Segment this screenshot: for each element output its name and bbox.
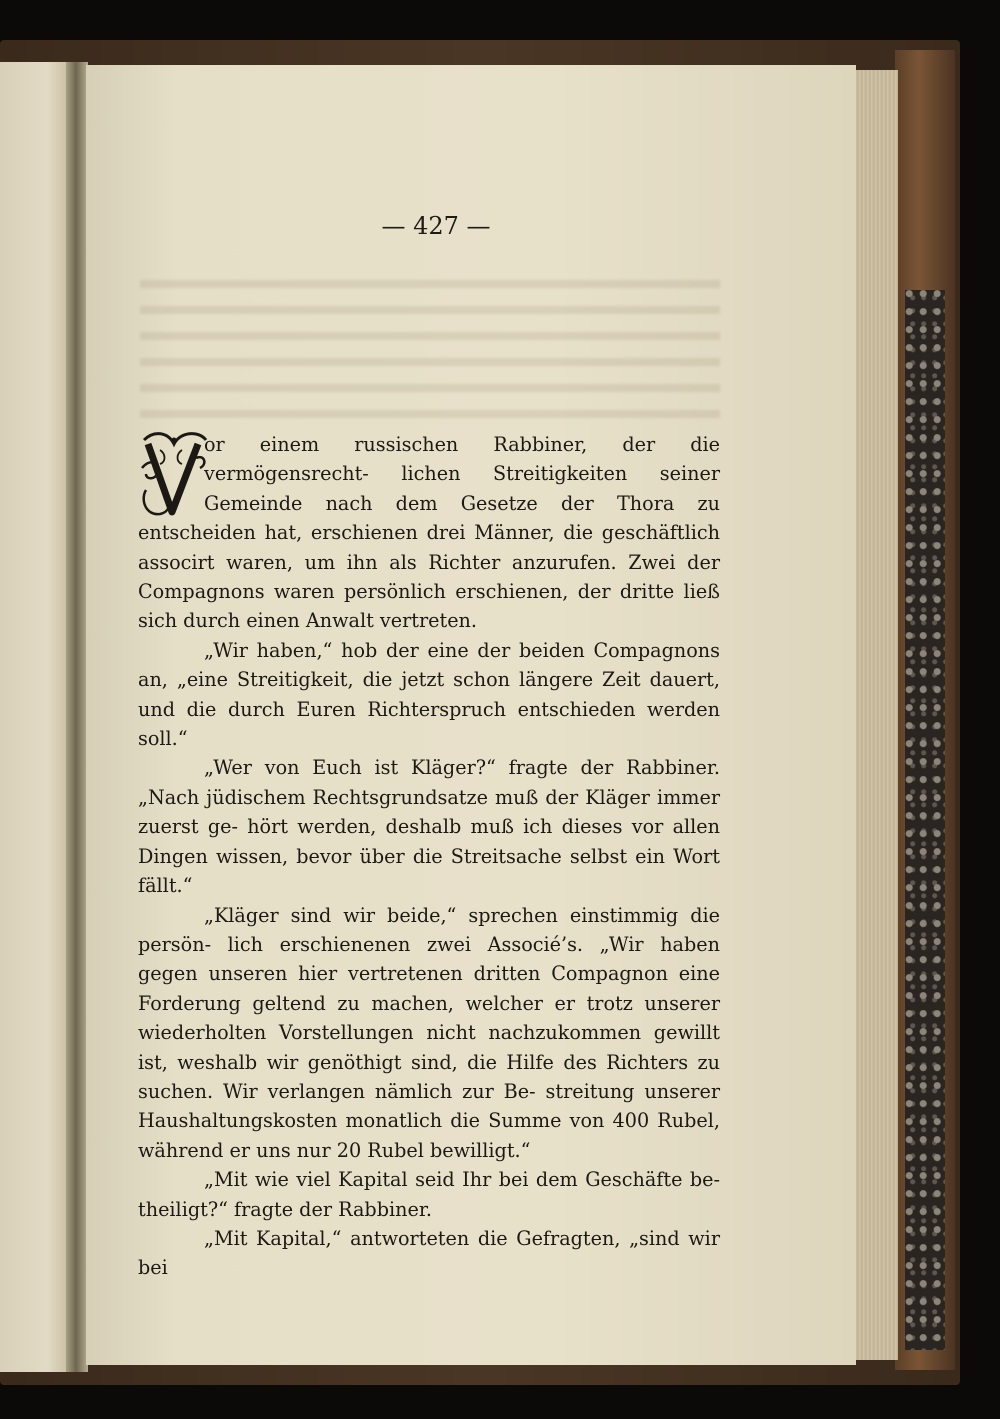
book-gutter (66, 62, 88, 1372)
paragraph: „Wir haben,“ hob der eine der beiden Compagnons an, „eine Streitigkeit, die jetzt schon längere Zeit dauert, und die durch Euren Richterspruch entschieden werden soll.“ (138, 638, 720, 751)
bleed-through-text (140, 262, 720, 432)
paragraph: „Mit wie viel Kapital seid Ihr bei dem Geschäfte be- theiligt?“ fragte der Rabbiner. (138, 1168, 720, 1221)
paragraph: „Kläger sind wir beide,“ sprechen einstimmig die persön- lich erschienenen zwei Associé’s. „Wir haben gegen unseren hier vertretenen dritten Compagnon eine Forderung geltend zu machen, welcher er trotz unserer wiederholten Vorstellungen nicht nachzukommen gewillt ist, weshalb wir genöthigt sind, die Hilfe des Richters zu suchen. Wir verlangen nämlich zur Be- streitung unserer Haushaltungskosten monatlich die Summe von 400 Rubel, während er uns nur 20 Rubel bewilligt.“ (138, 903, 720, 1162)
paragraph: „Mit Kapital,“ antworteten die Gefragten, „sind wir bei (138, 1226, 720, 1280)
left-page-edge (0, 62, 68, 1372)
paragraph: or einem russischen Rabbiner, der die vermögensrecht- lichen Streitigkeiten seiner Gemeinde nach dem Gesetze der Thora zu entscheiden hat, erschienen drei Männer, die geschäftlich associrt waren, um ihn als Richter anzurufen. Zwei der Compagnons waren persönlich erschienen, der dritte ließ sich durch einen Anwalt vertreten. (138, 433, 720, 633)
body-text (138, 430, 720, 1283)
marbled-edge (905, 290, 945, 1350)
page-block-edge (852, 70, 898, 1360)
paragraph: „Wer von Euch ist Kläger?“ fragte der Rabbiner. „Nach jüdischem Rechtsgrundsatze muß der Kläger immer zuerst ge- hört werden, deshalb muß ich dieses vor allen Dingen wissen, bevor über die Streitsache selbst ein Wort fällt.“ (138, 756, 720, 898)
page-number: — 427 — (381, 212, 491, 240)
